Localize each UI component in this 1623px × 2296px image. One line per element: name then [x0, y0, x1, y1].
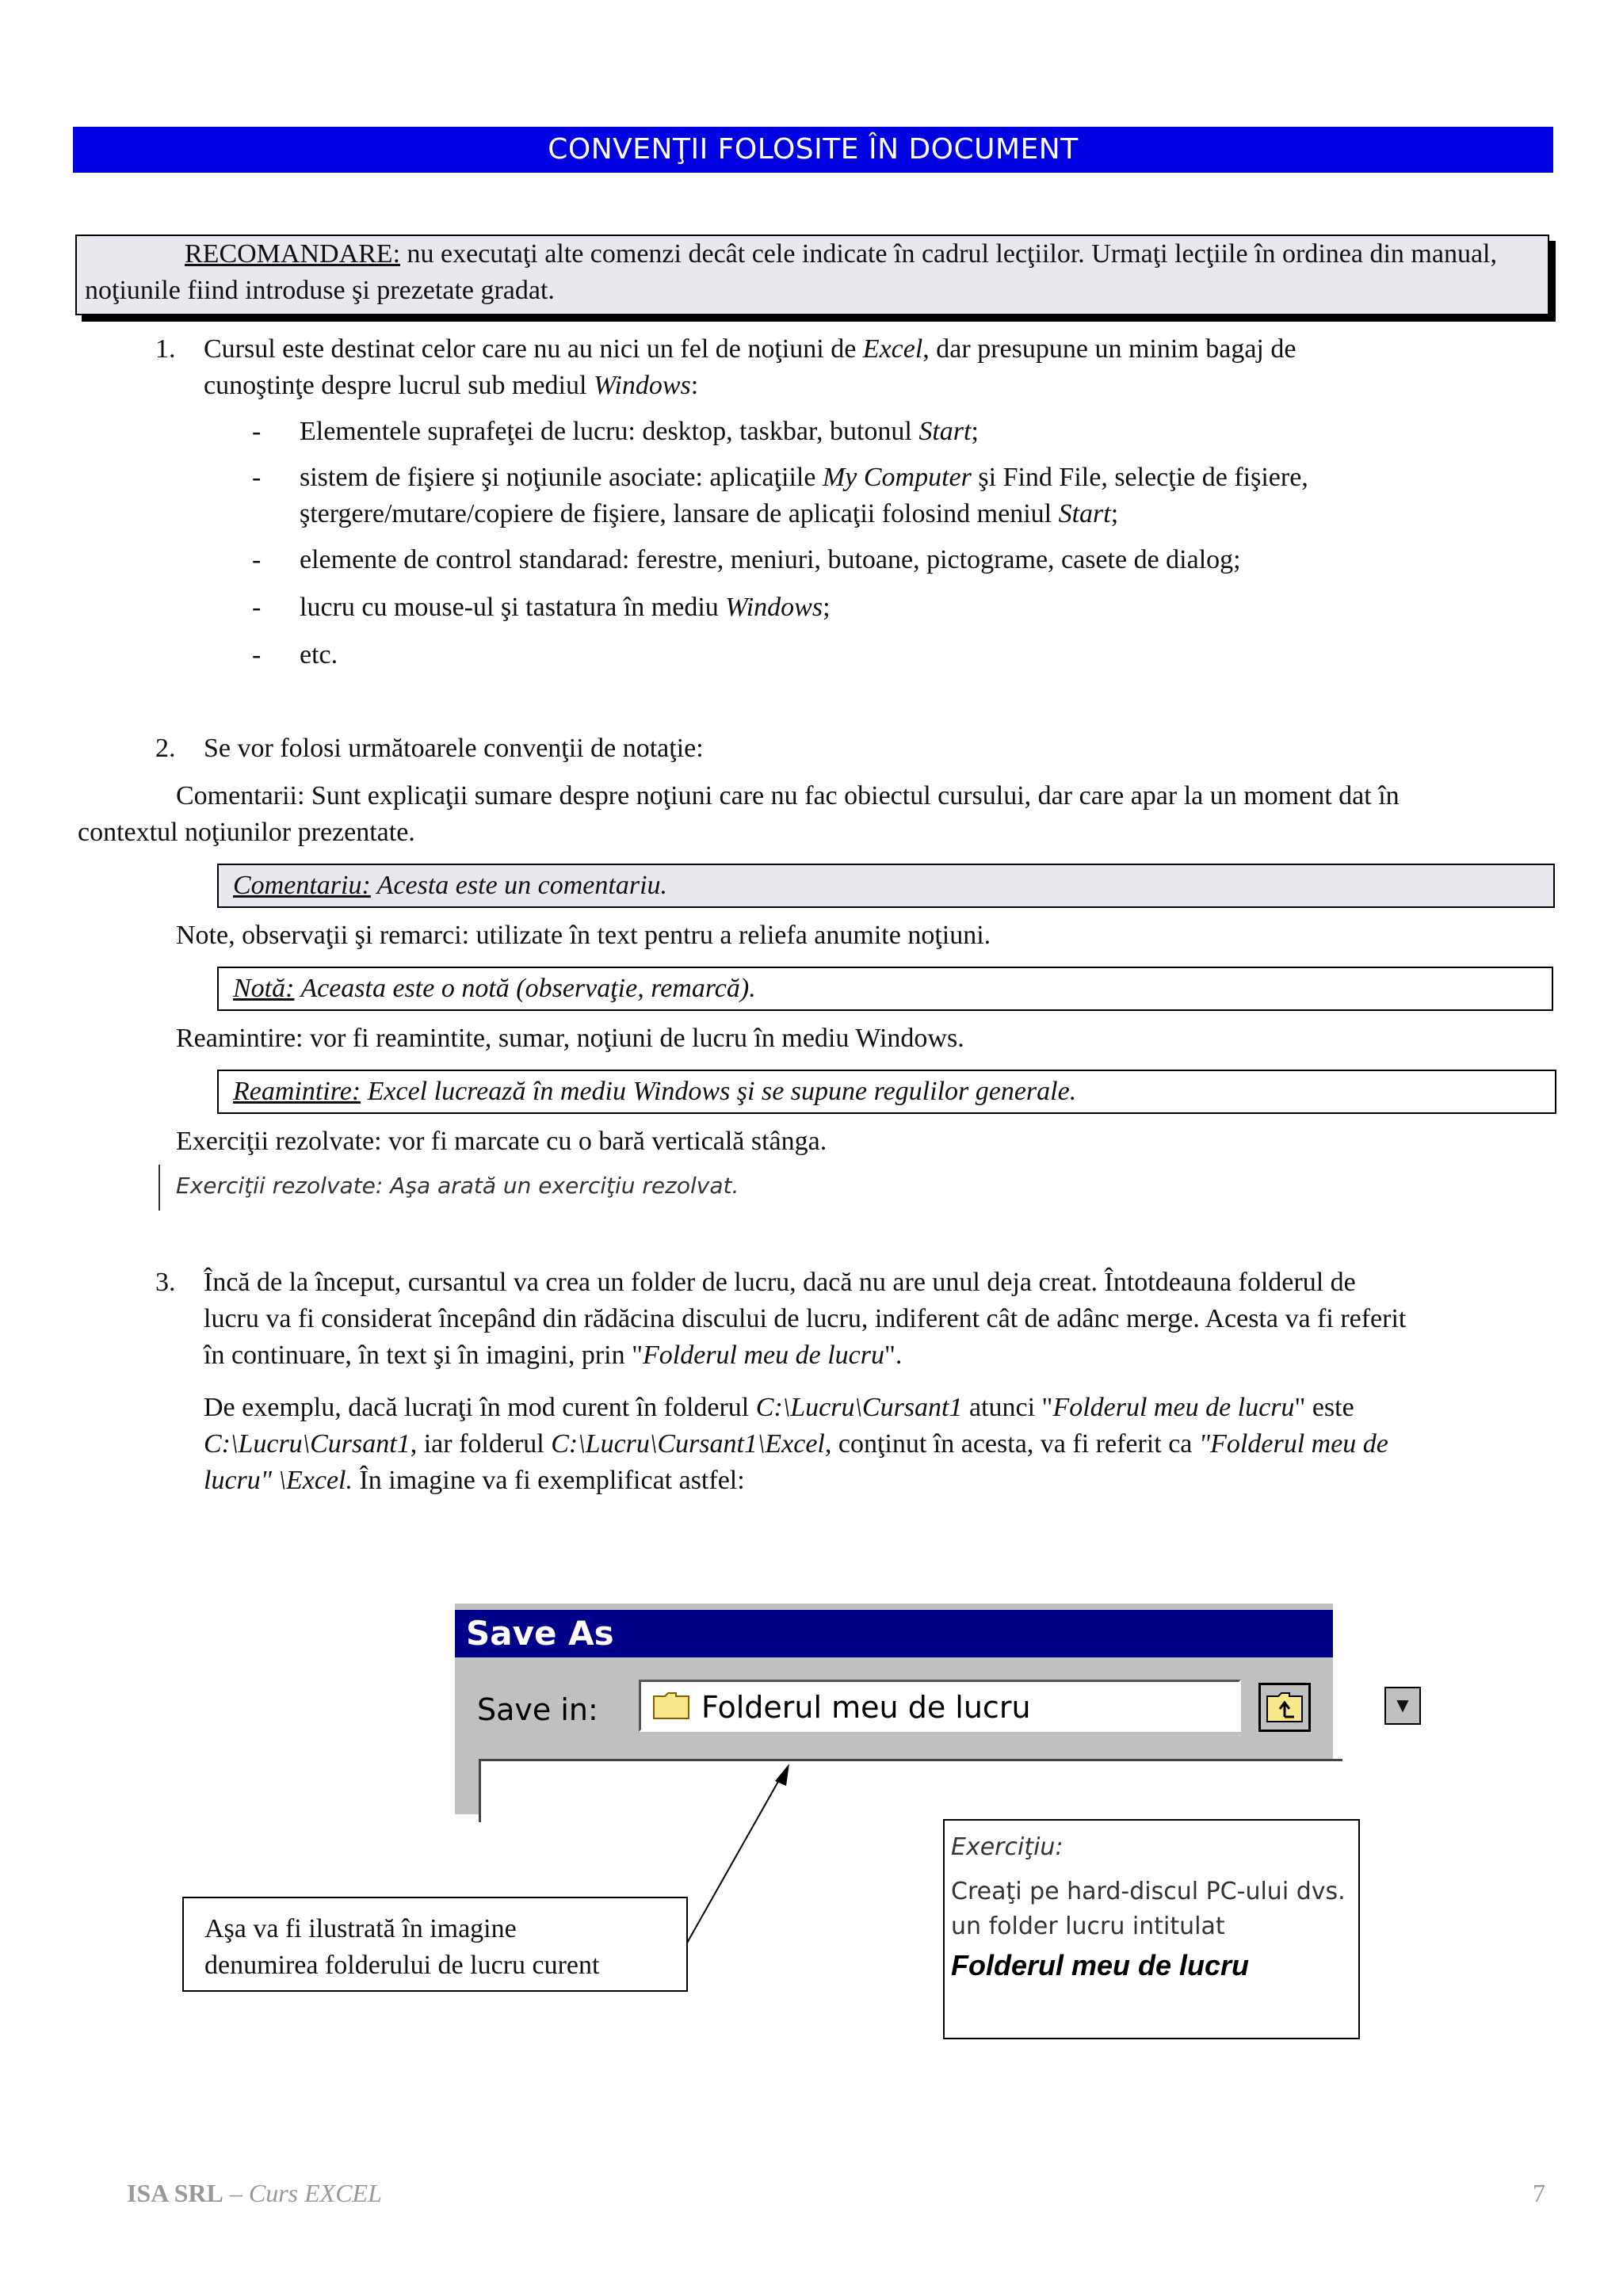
item3-p2-line1: De exemplu, dacă lucraţi în mod curent în folderul C:\Lucru\Cursant1 atunci "Folderul meu de lucru" este: [204, 1393, 1354, 1422]
bullet-dash: -: [252, 593, 262, 622]
bullet-dash: -: [252, 545, 262, 574]
item1-line1: Cursul este destinat celor care nu au nici un fel de noţiuni de Excel, dar presupune un minim bagaj de: [204, 334, 1296, 364]
note-sample-box: Notă: Aceasta este o notă (observaţie, remarcă).: [217, 967, 1553, 1011]
bullet-3: elemente de control standarad: ferestre, meniuri, butoane, pictograme, casete de dialog;: [300, 545, 1241, 574]
save-in-value: Folderul meu de lucru: [701, 1690, 1031, 1725]
section-title-bar: [73, 127, 1553, 173]
footer-course: ISA SRL – Curs EXCEL: [127, 2179, 382, 2207]
bullet-5: etc.: [300, 640, 338, 669]
folder-icon: [652, 1691, 690, 1720]
bullet-2-line2: ştergere/mutare/copiere de fişiere, lansare de aplicaţii folosind meniul Start;: [300, 499, 1119, 528]
callout-line1: Aşa va fi ilustrată în imagine: [204, 1914, 517, 1943]
exercise-line1: Creaţi pe hard-discul PC-ului dvs.: [951, 1878, 1346, 1905]
item2-intro: Se vor folosi următoarele convenţii de notaţie:: [204, 734, 704, 763]
callout-line2: denumirea folderului de lucru curent: [204, 1951, 600, 1980]
exercise-description: Exerciţii rezolvate: vor fi marcate cu o bară verticală stânga.: [176, 1127, 827, 1156]
reminder-description: Reamintire: vor fi reamintite, sumar, noţiuni de lucru în mediu Windows.: [176, 1024, 964, 1053]
note-description: Note, observaţii şi remarci: utilizate în text pentru a reliefa anumite noţiuni.: [176, 921, 991, 950]
section-title: CONVENŢII FOLOSITE ÎN DOCUMENT: [548, 133, 1079, 166]
dialog-title-bar: [455, 1610, 1333, 1657]
pointer-arrow: [682, 1759, 800, 1949]
recommendation-label: RECOMANDARE:: [185, 239, 401, 269]
bullet-1: Elementele suprafeţei de lucru: desktop, taskbar, butonul Start;: [300, 417, 979, 446]
item3-p1-line2: lucru va fi considerat începând din rădăcina discului de lucru, indiferent cât de adânc merge. Acesta va fi referit: [204, 1304, 1407, 1333]
up-folder-icon: [1261, 1685, 1308, 1730]
bullet-2-line1: sistem de fişiere şi noţiunile asociate: aplicaţiile My Computer şi Find File, selecţie de fişiere,: [300, 463, 1308, 492]
item3-p1-line3: în continuare, în text şi în imagini, prin "Folderul meu de lucru".: [204, 1341, 903, 1370]
bullet-dash: -: [252, 640, 262, 669]
exercise-folder-name: Folderul meu de lucru: [951, 1949, 1250, 1981]
page-number: 7: [1533, 2179, 1545, 2207]
comment-sample-box: Comentariu: Acesta este un comentariu.: [217, 864, 1555, 908]
item1-line2: cunoştinţe despre lucrul sub mediul Windows:: [204, 371, 699, 400]
dialog-title: Save As: [466, 1614, 614, 1653]
file-list-area[interactable]: [479, 1759, 1342, 1822]
bullet-4: lucru cu mouse-ul şi tastatura în mediu Windows;: [300, 593, 831, 622]
save-in-label: Save in:: [477, 1692, 598, 1727]
item1-number: 1.: [155, 334, 176, 364]
comment-description-line1: Comentarii: Sunt explicaţii sumare despre noţiuni care nu fac obiectul cursului, dar care apar la un moment dat în: [176, 781, 1400, 810]
exercise-title: Exerciţiu:: [951, 1833, 1064, 1861]
comment-description-line2: contextul noţiunilor prezentate.: [78, 818, 415, 847]
item2-number: 2.: [155, 734, 176, 763]
dropdown-arrow-icon[interactable]: ▼: [1384, 1687, 1421, 1725]
exercise-line2: un folder lucru intitulat: [951, 1913, 1225, 1940]
exercise-vertical-bar: [158, 1165, 160, 1211]
recommendation-text: nu executaţi alte comenzi decât cele indicate în cadrul lecţiilor. Urmaţi lecţiile în ordinea din manual, noţiunile fiind introduse şi prezetate gradat.: [85, 239, 1498, 305]
recommendation-box: [75, 235, 1549, 315]
item3-p2-line3: lucru" \Excel. În imagine va fi exemplificat astfel:: [204, 1466, 745, 1495]
item3-p1-line1: Încă de la început, cursantul va crea un folder de lucru, dacă nu are unul deja creat. Întotdeauna folderul de: [204, 1268, 1356, 1297]
reminder-sample-box: Reamintire: Excel lucrează în mediu Windows şi se supune regulilor generale.: [217, 1070, 1556, 1114]
item3-p2-line2: C:\Lucru\Cursant1, iar folderul C:\Lucru\Cursant1\Excel, conţinut în acesta, va fi referit ca "Folderul meu de: [204, 1429, 1388, 1459]
save-in-dropdown[interactable]: [639, 1680, 1413, 1732]
illustration-callout: [182, 1897, 688, 1992]
bullet-dash: -: [252, 463, 262, 492]
bullet-dash: -: [252, 417, 262, 446]
item3-number: 3.: [155, 1268, 176, 1297]
exercise-sample: Exerciţii rezolvate: Aşa arată un exerciţiu rezolvat.: [176, 1173, 739, 1199]
exercise-box: [943, 1819, 1360, 2039]
up-one-level-button[interactable]: [1258, 1683, 1311, 1732]
save-as-dialog: [455, 1604, 1413, 1814]
